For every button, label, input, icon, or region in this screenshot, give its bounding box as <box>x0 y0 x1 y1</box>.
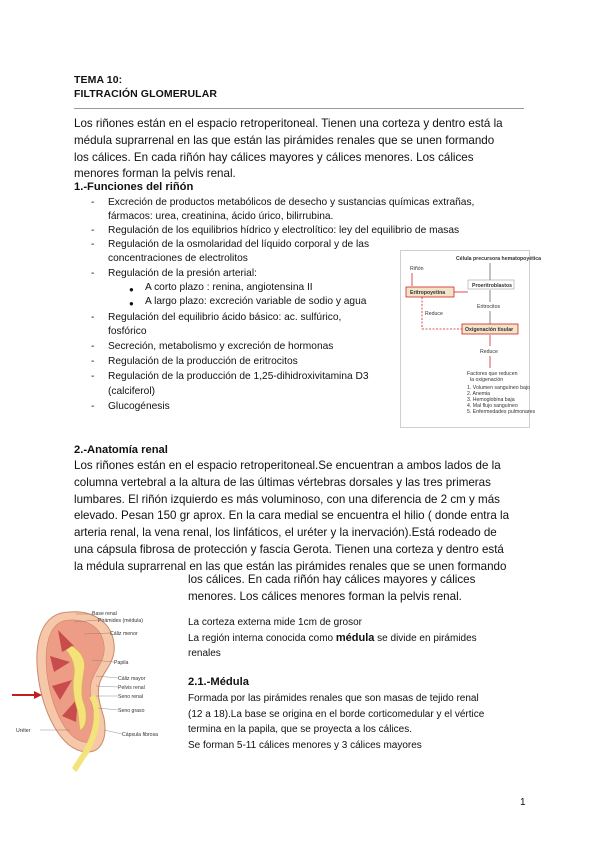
factores-title: Factores que reducen <box>467 371 518 377</box>
list-item: Regulación del equilibrio ácido básico: ac. sulfúrico, <box>108 312 342 323</box>
title-divider <box>74 108 524 109</box>
factores-title2: la oxigenación <box>470 377 504 383</box>
factor-item: 1. Volumen sanguíneo bajo <box>467 385 530 391</box>
list-dash: - <box>91 401 95 412</box>
erythropoiesis-figure <box>400 250 542 428</box>
reduce2-label: Reduce <box>480 349 498 355</box>
paragraph-line: Formada por las pirámides renales que son masas de tejido renal <box>188 693 479 704</box>
page-title: FILTRACIÓN GLOMERULAR <box>74 88 218 100</box>
paragraph-line: (12 a 18).La base se origina en el borde corticomedular y el vértice <box>188 708 485 720</box>
topic-number: TEMA 10: <box>74 74 123 86</box>
list-dash: - <box>91 341 95 352</box>
intro-line: los cálices. En cada riñón hay cálices mayores y cálices menores. Los cálices <box>74 150 474 164</box>
factor-item: 3. Hemoglobina baja <box>467 397 515 403</box>
bullet-dot: ● <box>129 285 134 294</box>
rinon-label: Riñón <box>410 266 424 272</box>
list-dash: - <box>91 239 95 250</box>
section-heading-medula: 2.1.-Médula <box>188 676 249 688</box>
eritrocitos-label: Eritrocitos <box>477 304 501 310</box>
list-item: Regulación de los equilibrios hídrico y electrolítico: ley del equilibrio de masas <box>108 225 460 236</box>
list-dash: - <box>91 268 95 279</box>
page-number: 1 <box>520 797 526 808</box>
paragraph-line: elevado. Pesan 150 gr aprox. En la cara medial se encuentra el hilio ( donde entra la <box>74 509 510 523</box>
list-dash: - <box>91 197 95 208</box>
intro-paragraph <box>74 116 534 183</box>
section-heading-anatomia: 2.-Anatomía renal <box>74 444 168 456</box>
medula-bold: médula <box>335 631 375 644</box>
intro-line: Los riñones están en el espacio retroperitoneal. Tienen una corteza y dentro está la <box>74 117 503 130</box>
kidney-label: Uréter <box>16 728 31 734</box>
kidney-label: Seno renal <box>118 694 144 700</box>
paragraph-line: Los riñones están en el espacio retroperitoneal.Se encuentran a ambos lados de la <box>74 459 501 472</box>
paragraph-line: columna vertebral a la altura de las últimas vértebras dorsales y las tres primeras <box>74 475 491 489</box>
list-dash: - <box>91 225 95 236</box>
anatomy-paragraph-indented <box>188 572 518 606</box>
intro-line: menores forman la pelvis renal. <box>74 167 236 181</box>
list-dash: - <box>91 371 95 382</box>
factor-item: 5. Enfermedades pulmonares <box>467 409 536 415</box>
list-dash: - <box>91 356 95 367</box>
kidney-label: Seno graso <box>118 708 145 714</box>
paragraph-line: arteria renal, la vena renal, los linfáticos, el uréter y la inervación).Está rodeado de <box>74 526 497 540</box>
factor-item: 4. Mal flujo sanguíneo <box>467 403 518 409</box>
medula-paragraph <box>188 691 533 753</box>
paragraph-line: una cápsula fibrosa de protección y fascia Gerota. Tienen una corteza y dentro está <box>74 542 504 556</box>
kidney-figure <box>0 600 180 770</box>
kidney-label: Cáliz menor <box>110 631 138 637</box>
corteza-text: La región interna conocida como <box>188 632 336 644</box>
paragraph-line: los cálices. En cada riñón hay cálices mayores y cálices <box>188 573 476 586</box>
corteza-line: renales <box>188 648 221 659</box>
kidney-label: Cáliz mayor <box>118 676 146 682</box>
sub-list-item: A largo plazo: excreción variable de sodio y agua <box>145 296 367 307</box>
section-heading-funciones: 1.-Funciones del riñón <box>74 181 194 193</box>
corteza-line: La corteza externa mide 1cm de grosor <box>188 617 362 628</box>
oxigenacion-label: Oxigenación tisular <box>465 327 514 333</box>
cell-precursor-label: Célula precursora hematopoyética <box>456 256 542 262</box>
kidney-label: Pelvis renal <box>118 685 145 691</box>
reduce-label: Reduce <box>425 311 443 317</box>
sub-list-item: A corto plazo : renina, angiotensina II <box>145 282 313 293</box>
eritropoyetina-label: Eritropoyetina <box>410 290 446 296</box>
list-item-continuation: fosfórico <box>108 326 147 337</box>
paragraph-line: lumbares. El riñón izquierdo es más voluminoso, con una diferencia de 2 cm y más <box>74 492 500 506</box>
list-item: Glucogénesis <box>108 401 170 412</box>
paragraph-line: menores. Los cálices menores forman la pelvis renal. <box>188 589 462 603</box>
anatomy-paragraph <box>74 458 534 576</box>
paragraph-line: la médula suprarrenal en las que están las pirámides renales que se unen formando <box>74 559 507 573</box>
kidney-label: Base renal <box>92 611 117 617</box>
list-item: Secreción, metabolismo y excreción de hormonas <box>108 341 334 352</box>
list-item: Regulación de la osmolaridad del líquido corporal y de las <box>108 239 370 250</box>
list-item-continuation: (calciferol) <box>108 386 155 397</box>
kidney-label: Pirámides (médula) <box>98 618 143 624</box>
list-item-continuation: fármacos: urea, creatinina, ácido úrico, bilirrubina. <box>108 211 334 222</box>
list-item: Excreción de productos metabólicos de desecho y sustancias químicas extrañas, <box>108 197 475 208</box>
list-dash: - <box>91 312 95 323</box>
corteza-block <box>188 615 528 662</box>
kidney-label: Papila <box>114 660 129 666</box>
paragraph-line: termina en la papila, que se proyecta a los cálices. <box>188 724 413 735</box>
factor-item: 2. Anemia <box>467 391 491 397</box>
proeritroblastos-label: Proeritroblastos <box>472 283 513 289</box>
paragraph-line: Se forman 5-11 cálices menores y 3 cálices mayores <box>188 739 422 751</box>
list-item: Regulación de la producción de 1,25-dihidroxivitamina D3 <box>108 371 369 382</box>
kidney-label: Cápsula fibrosa <box>122 732 159 738</box>
list-item: Regulación de la producción de eritrocitos <box>108 356 298 367</box>
list-item-continuation: concentraciones de electrolitos <box>108 253 248 264</box>
corteza-line <box>188 631 528 647</box>
bullet-dot: ● <box>129 299 134 308</box>
list-item: Regulación de la presión arterial: <box>108 268 257 279</box>
corteza-text: se divide en pirámides <box>374 632 477 644</box>
intro-line: médula suprarrenal en las que están las pirámides renales que se unen formando <box>74 133 495 147</box>
